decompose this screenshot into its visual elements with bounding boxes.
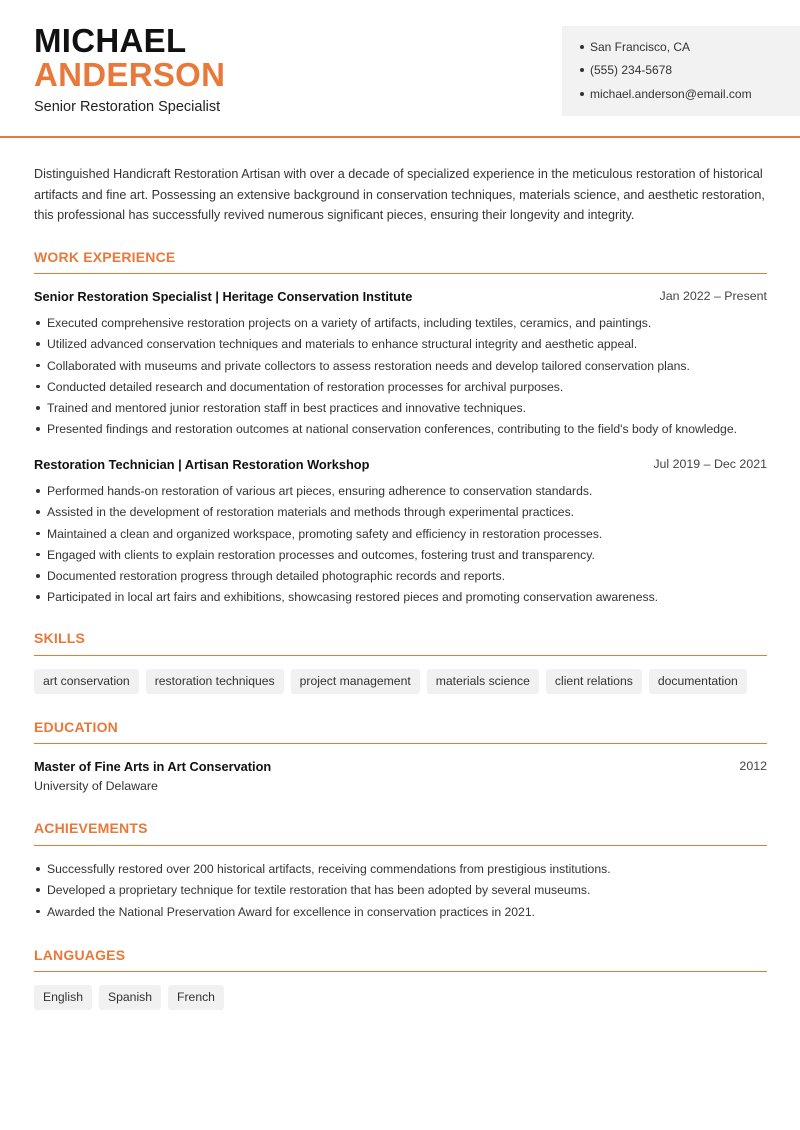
section-divider: [34, 743, 767, 744]
list-item: Utilized advanced conservation techniques and materials to enhance structural integrity and aesthetic appeal.: [34, 335, 774, 356]
job-date: Jul 2019 – Dec 2021: [653, 457, 767, 471]
bullet-icon: [580, 45, 584, 49]
phone-text: (555) 234-5678: [590, 63, 673, 77]
list-item: Conducted detailed research and documentation of restoration processes for archival purposes.: [34, 378, 774, 399]
section-title-skills: SKILLS: [34, 630, 85, 646]
professional-summary: Distinguished Handicraft Restoration Artisan with over a decade of specialized experience in the meticulous restoration of historical artifacts and fine art. Possessing an extensive background in conservation techniques, materials science, and aesthetic restoration, this professional has successfully revived numerous significant pieces, ensuring their longevity and integrity.: [34, 167, 765, 222]
list-item: Developed a proprietary technique for textile restoration that has been adopted by several museums.: [34, 881, 774, 902]
education-degree: Master of Fine Arts in Art Conservation: [34, 759, 272, 774]
job-date: Jan 2022 – Present: [659, 289, 767, 303]
email-link[interactable]: michael.anderson@email.com: [590, 87, 752, 101]
education-year: 2012: [739, 759, 767, 773]
section-title-education: EDUCATION: [34, 719, 118, 735]
section-divider: [34, 845, 767, 846]
list-item: Assisted in the development of restoration materials and methods through experimental practices.: [34, 503, 774, 524]
skill-tag: documentation: [649, 669, 747, 694]
list-item: Participated in local art fairs and exhibitions, showcasing restored pieces and promoting conservation awareness.: [34, 588, 774, 609]
contact-box: [562, 26, 800, 116]
skill-tag: restoration techniques: [146, 669, 284, 694]
list-item: Successfully restored over 200 historical artifacts, receiving commendations from prestigious institutions.: [34, 860, 774, 881]
last-name: ANDERSON: [34, 56, 226, 93]
section-divider: [34, 655, 767, 656]
language-tag: French: [168, 985, 224, 1010]
section-title-achievements: ACHIEVEMENTS: [34, 820, 148, 836]
job-role: Senior Restoration Specialist: [34, 99, 221, 115]
list-item: Presented findings and restoration outcomes at national conservation conferences, contributing to the field's body of knowledge.: [34, 420, 774, 441]
education-school: University of Delaware: [34, 779, 158, 793]
language-tag: Spanish: [99, 985, 161, 1010]
skill-tag: materials science: [427, 669, 539, 694]
languages-list: [34, 985, 224, 1010]
achievements-list: [34, 860, 774, 924]
list-item: Maintained a clean and organized workspace, promoting safety and efficiency in restoration processes.: [34, 525, 774, 546]
list-item: Documented restoration progress through detailed photographic records and reports.: [34, 567, 774, 588]
job-title: Restoration Technician | Artisan Restoration Workshop: [34, 457, 370, 472]
skills-list: [34, 669, 747, 694]
list-item: Awarded the National Preservation Award for excellence in conservation practices in 2021.: [34, 903, 774, 924]
bullet-icon: [580, 68, 584, 72]
job-bullets: [34, 314, 774, 442]
job-bullets: [34, 482, 774, 610]
contact-email[interactable]: [580, 87, 752, 101]
location-text: San Francisco, CA: [590, 40, 691, 54]
section-title-languages: LANGUAGES: [34, 947, 126, 963]
bullet-icon: [580, 92, 584, 96]
list-item: Performed hands-on restoration of various art pieces, ensuring adherence to conservation standards.: [34, 482, 774, 503]
first-name: MICHAEL: [34, 22, 187, 59]
skill-tag: project management: [291, 669, 420, 694]
section-title-work: WORK EXPERIENCE: [34, 249, 176, 265]
section-divider: [34, 971, 767, 972]
list-item: Collaborated with museums and private collectors to assess restoration needs and develop tailored conservation plans.: [34, 357, 774, 378]
skill-tag: client relations: [546, 669, 642, 694]
skill-tag: art conservation: [34, 669, 139, 694]
job-title: Senior Restoration Specialist | Heritage Conservation Institute: [34, 289, 413, 304]
contact-location: [580, 40, 690, 54]
list-item: Engaged with clients to explain restoration processes and outcomes, fostering trust and transparency.: [34, 546, 774, 567]
section-divider: [34, 273, 767, 274]
list-item: Trained and mentored junior restoration staff in best practices and innovative techniques.: [34, 399, 774, 420]
contact-phone: [580, 63, 672, 77]
list-item: Executed comprehensive restoration projects on a variety of artifacts, including textiles, ceramics, and paintings.: [34, 314, 774, 335]
resume-header: [0, 0, 800, 138]
language-tag: English: [34, 985, 92, 1010]
